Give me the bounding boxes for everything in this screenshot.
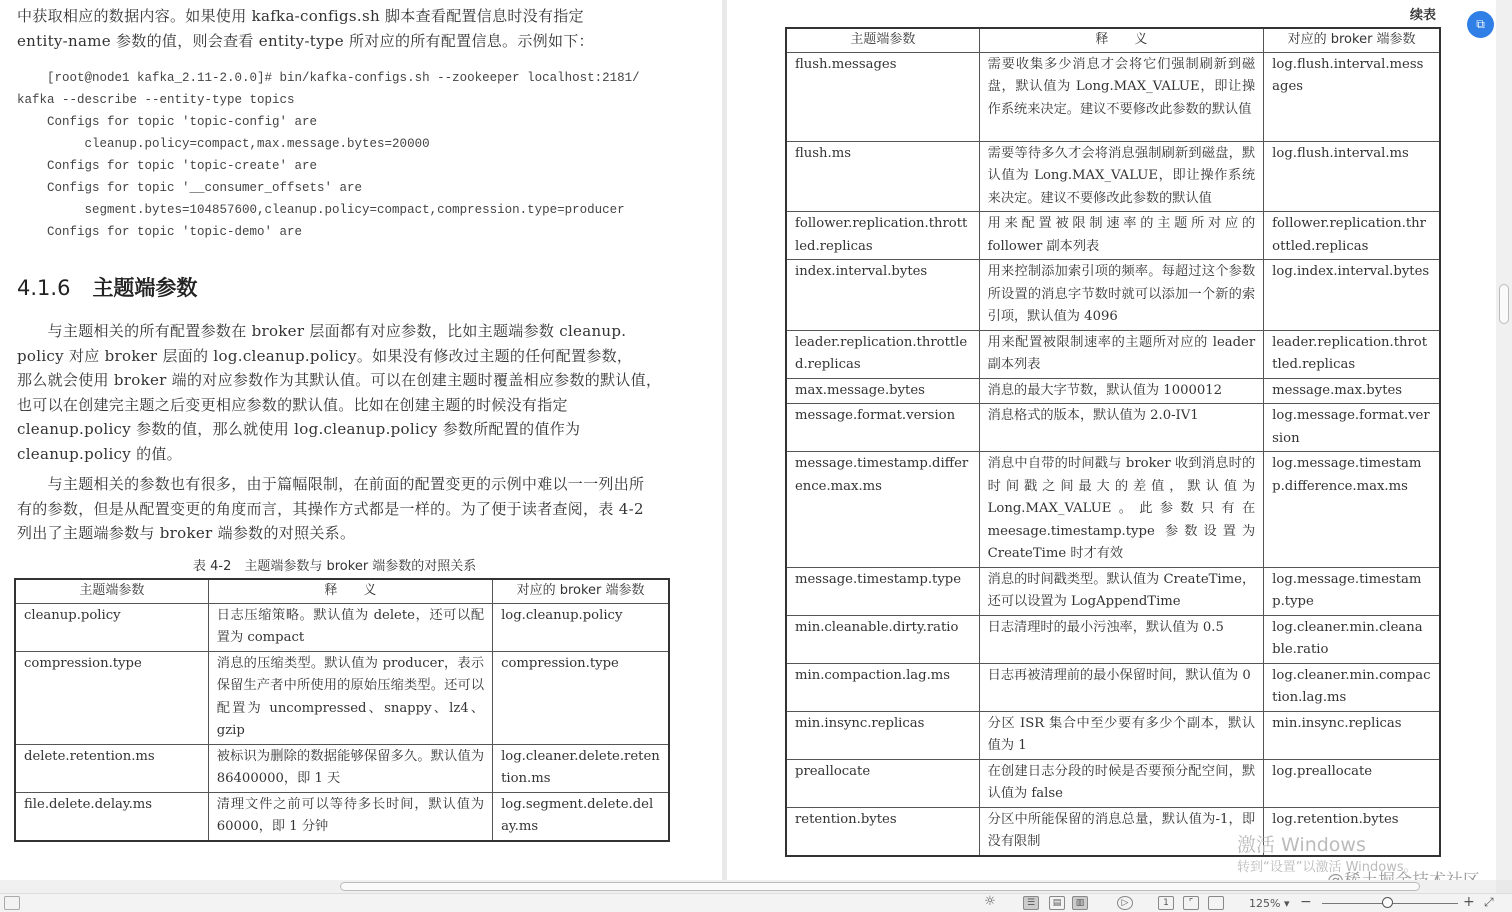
paragraph-2 [17,472,677,546]
broker-param: log.cleaner.delete.retention.ms [493,744,669,792]
table-row [786,711,1440,759]
param-name: message.timestamp.type [786,567,979,615]
table-row [786,330,1440,378]
broker-param: min.insync.replicas [1264,711,1440,759]
param-description: 消息的最大字节数，默认值为 1000012 [979,378,1263,404]
paragraph-1 [17,319,677,466]
column-header: 对应的 broker 端参数 [1264,28,1440,52]
section-heading [17,272,197,302]
sidebar-toggle-icon[interactable] [4,896,20,910]
param-name: preallocate [786,759,979,807]
vertical-scrollbar[interactable] [1496,0,1512,880]
table-row [786,615,1440,663]
para1-line: 也可以在创建完主题之后变更相应参数的默认值。比如在创建主题的时候没有指定 [17,395,568,414]
broker-param: log.cleanup.policy [493,603,669,651]
table-row [786,378,1440,404]
param-name: min.insync.replicas [786,711,979,759]
code-line: segment.bytes=104857600,cleanup.policy=compact,compression.type=producer [17,203,625,217]
translate-floating-button[interactable] [1467,11,1494,38]
param-description: 被标识为删除的数据能够保留多久。默认值为 86400000，即 1 天 [208,744,492,792]
table-row [786,141,1440,212]
single-page-icon[interactable]: ▤ [1049,896,1065,910]
table-row [15,744,669,792]
table-row [786,212,1440,260]
play-icon[interactable]: ▷ [1117,896,1133,910]
fullscreen-icon[interactable]: ⤢ [1484,895,1494,909]
param-description: 消息中自带的时间戳与 broker 收到消息时的时间戳之间最大的差值，默认值为 Long.MAX_VALUE。此参数只有在 meesage.timestamp.type 参数设置为 CreateTime 时才有效 [979,452,1263,568]
section-number: 4.1.6 [17,276,71,300]
param-description: 分区中所能保留的消息总量，默认值为-1，即没有限制 [979,807,1263,856]
table-row [786,759,1440,807]
param-name: flush.messages [786,52,979,141]
broker-param: compression.type [493,651,669,744]
activate-windows-watermark: 激活 Windows [1237,834,1366,856]
zoom-out-button[interactable]: − [1300,894,1312,910]
column-header: 释 义 [208,579,492,603]
intro-line: 中获取相应的数据内容。如果使用 kafka-configs.sh 脚本查看配置信息时没有指定 [17,7,584,25]
para2-line: 与主题相关的参数也有很多，由于篇幅限制，在前面的配置变更的示例中难以一一列出所 [17,475,645,493]
table-row [786,567,1440,615]
horizontal-scrollbar[interactable] [0,880,1496,893]
param-name: min.compaction.lag.ms [786,663,979,711]
param-name: index.interval.bytes [786,260,979,331]
zoom-in-button[interactable]: + [1463,894,1475,910]
broker-param: log.preallocate [1264,759,1440,807]
param-name: file.delete.delay.ms [15,792,208,841]
activate-windows-hint: 转到“设置”以激活 Windows。 [1237,860,1417,875]
two-page-view-icon[interactable]: ▥ [1072,896,1088,910]
broker-param: log.flush.interval.messages [1264,52,1440,141]
table-row [786,663,1440,711]
table-row [786,260,1440,331]
table-row [15,651,669,744]
param-name: message.format.version [786,404,979,452]
param-description: 日志清理时的最小污浊率，默认值为 0.5 [979,615,1263,663]
param-description: 清理文件之前可以等待多长时间，默认值为 60000，即 1 分钟 [208,792,492,841]
para1-line: 与主题相关的所有配置参数在 broker 层面都有对应参数，比如主题端参数 cleanup. [17,322,627,340]
broker-param: log.cleaner.min.cleanable.ratio [1264,615,1440,663]
table-row [786,52,1440,141]
eye-protection-icon[interactable]: ☼ [984,894,996,909]
param-name: max.message.bytes [786,378,979,404]
para1-line: 那么就会使用 broker 端的对应参数作为其默认值。可以在创建主题时覆盖相应参数的默认值， [17,371,662,389]
translate-icon: ⧉ [1476,17,1485,31]
param-name: retention.bytes [786,807,979,856]
broker-param: log.message.timestamp.difference.max.ms [1264,452,1440,568]
continued-label: 续表 [1410,8,1437,23]
intro-line: entity-name 参数的值，则会查看 entity-type 所对应的所有配置信息。示例如下： [17,31,594,50]
broker-param: log.cleaner.min.compaction.lag.ms [1264,663,1440,711]
broker-param: log.retention.bytes [1264,807,1440,856]
param-description: 需要收集多少消息才会将它们强制刷新到磁盘，默认值为 Long.MAX_VALUE，即让操作系统来决定。建议不要修改此参数的默认值 [979,52,1263,141]
param-name: compression.type [15,651,208,744]
param-description: 在创建日志分段的时候是否要预分配空间，默认值为 false [979,759,1263,807]
param-name: cleanup.policy [15,603,208,651]
continuous-view-icon[interactable]: ☰ [1023,896,1039,910]
table-row [786,452,1440,568]
param-description: 分区 ISR 集合中至少要有多少个副本，默认值为 1 [979,711,1263,759]
param-name: follower.replication.throttled.replicas [786,212,979,260]
broker-param: log.flush.interval.ms [1264,141,1440,212]
param-description: 用来配置被限制速率的主题所对应的 follower 副本列表 [979,212,1263,260]
param-description: 需要等待多久才会将消息强制刷新到磁盘，默认值为 Long.MAX_VALUE，即让操作系统来决定。建议不要修改此参数的默认值 [979,141,1263,212]
param-name: message.timestamp.difference.max.ms [786,452,979,568]
zoom-level: 125% [1249,897,1281,910]
zoom-slider-handle[interactable] [1382,897,1393,908]
code-line: cleanup.policy=compact,max.message.bytes=20000 [17,137,430,151]
param-description: 日志压缩策略。默认值为 delete，还可以配置为 compact [208,603,492,651]
param-description: 消息格式的版本，默认值为 2.0-IV1 [979,404,1263,452]
table-caption: 表 4-2 主题端参数与 broker 端参数的对照关系 [193,559,477,574]
param-name: min.cleanable.dirty.ratio [786,615,979,663]
para2-line: 列出了主题端参数与 broker 端参数的对照关系。 [17,524,356,542]
horizontal-scroll-thumb[interactable] [340,882,1420,891]
column-header: 主题端参数 [15,579,208,603]
code-line: kafka --describe --entity-type topics [17,93,295,107]
fit-width-icon[interactable] [1208,896,1224,910]
status-bar [0,893,1512,912]
code-line: Configs for topic 'topic-demo' are [17,225,303,239]
right-page [727,0,1496,880]
table-row [15,792,669,841]
param-name: flush.ms [786,141,979,212]
broker-param: log.message.timestamp.type [1264,567,1440,615]
table-row [15,603,669,651]
column-header: 释 义 [979,28,1263,52]
code-line: [root@node1 kafka_2.11-2.0.0]# bin/kafka-configs.sh --zookeeper localhost:2181/ [17,71,640,85]
left-page [0,0,722,880]
param-description: 日志再被清理前的最小保留时间，默认值为 0 [979,663,1263,711]
para1-line: cleanup.policy 参数的值，那么就使用 log.cleanup.policy 参数所配置的值作为 [17,420,581,438]
code-line: Configs for topic 'topic-create' are [17,159,318,173]
param-name: leader.replication.throttled.replicas [786,330,979,378]
code-line: Configs for topic 'topic-config' are [17,115,318,129]
table-row [786,404,1440,452]
broker-param: leader.replication.throttled.replicas [1264,330,1440,378]
param-description: 用来配置被限制速率的主题所对应的 leader 副本列表 [979,330,1263,378]
right-params-table [785,27,1441,857]
broker-param: log.message.format.version [1264,404,1440,452]
actual-size-icon[interactable]: 1 [1158,896,1174,910]
param-description: 消息的压缩类型。默认值为 producer，表示保留生产者中所使用的原始压缩类型。还可以配置为 uncompressed、snappy、lz4、gzip [208,651,492,744]
broker-param: message.max.bytes [1264,378,1440,404]
para2-line: 有的参数，但是从配置变更的角度而言，其操作方式都是一样的。为了便于读者查阅，表 4-2 [17,499,644,518]
zoom-level-dropdown[interactable]: 125% ▾ [1249,897,1290,910]
para1-line: cleanup.policy 的值。 [17,444,182,463]
left-params-table [14,578,670,842]
code-line: Configs for topic '__consumer_offsets' are [17,181,363,195]
para1-line: policy 对应 broker 层面的 log.cleanup.policy。如果没有修改过主题的任何配置参数， [17,346,633,365]
broker-param: log.index.interval.bytes [1264,260,1440,331]
intro-paragraph [17,4,677,53]
column-header: 主题端参数 [786,28,979,52]
param-name: delete.retention.ms [15,744,208,792]
section-title: 主题端参数 [92,276,198,300]
param-description: 用来控制添加索引项的频率。每超过这个参数所设置的消息字节数时就可以添加一个新的索引项，默认值为 4096 [979,260,1263,331]
broker-param: follower.replication.throttled.replicas [1264,212,1440,260]
vertical-scroll-thumb[interactable] [1499,284,1509,324]
param-description: 消息的时间戳类型。默认值为 CreateTime，还可以设置为 LogAppendTime [979,567,1263,615]
broker-param: log.segment.delete.delay.ms [493,792,669,841]
column-header: 对应的 broker 端参数 [493,579,669,603]
fit-page-icon[interactable]: ⌜ [1183,896,1199,910]
